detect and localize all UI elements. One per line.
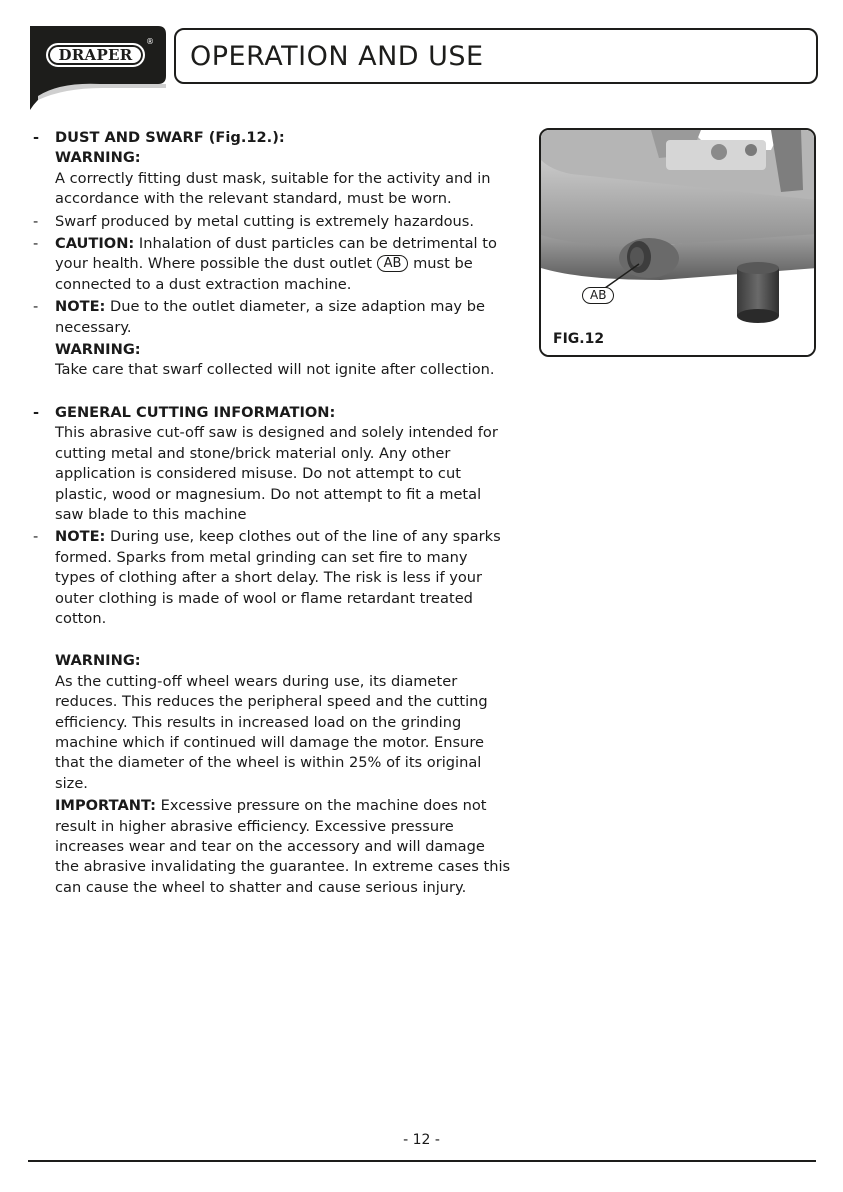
note-outlet-item bbox=[33, 297, 511, 338]
important-text: Excessive pressure on the machine does not result in higher abrasive efficiency. Excessive pressure increases wear and tear on the accessory and will damage the abrasive invalidating the guarantee. In extreme cases this can cause the wheel to shatter and cause serious injury. bbox=[55, 797, 511, 896]
page-title: OPERATION AND USE bbox=[190, 41, 484, 72]
note-text: Due to the outlet diameter, a size adaption may be necessary. bbox=[55, 298, 485, 336]
machine-base-photo bbox=[541, 130, 816, 357]
note-sparks-text: During use, keep clothes out of the line of any sparks formed. Sparks from metal grinding can set fire to many types of clothing after a short delay. The risk is less if your outer clothing is made of wool or flame retardant treated cotton. bbox=[55, 528, 501, 627]
important-label: IMPORTANT: bbox=[55, 797, 156, 815]
figure-callout-ab: AB bbox=[582, 287, 614, 304]
cutting-info-item bbox=[33, 403, 511, 525]
swarf-warning-label: WARNING: bbox=[55, 341, 141, 359]
figure-caption: FIG.12 bbox=[553, 331, 605, 347]
bullet-dash: - bbox=[33, 528, 39, 546]
dust-swarf-heading: DUST AND SWARF (Fig.12.): bbox=[55, 129, 285, 146]
dust-warning-text: A correctly fitting dust mask, suitable for the activity and in accordance with the relevant standard, must be worn. bbox=[55, 169, 491, 208]
swarf-warning-block bbox=[33, 340, 511, 381]
bullet-dash: - bbox=[33, 403, 40, 421]
figure-12 bbox=[539, 128, 816, 357]
swarf-hazard-item bbox=[33, 212, 511, 232]
bullet-dash: - bbox=[33, 235, 39, 253]
swarf-hazard-text: Swarf produced by metal cutting is extremely hazardous. bbox=[55, 212, 475, 230]
cutting-info-heading: GENERAL CUTTING INFORMATION: bbox=[55, 403, 336, 421]
dust-outlet-callout: AB bbox=[377, 255, 409, 272]
wheel-warning-text: As the cutting-off wheel wears during use, its diameter reduces. This reduces the peripheral speed and the cutting efficiency. This results in increased load on the grinding machine which if continued will damage the motor. Ensure that the diameter of the wheel is within 25% of its original size. bbox=[55, 672, 488, 792]
cutting-info-text: This abrasive cut-off saw is designed and solely intended for cutting metal and stone/brick material only. Any other application is considered misuse. Do not attempt to cut plastic, wood or magnesium. Do not attempt to fit a metal saw blade to this machine bbox=[55, 424, 498, 523]
wheel-warning-label: WARNING: bbox=[55, 652, 141, 670]
bullet-dash: - bbox=[33, 298, 39, 316]
draper-logo: DRAPER bbox=[46, 43, 145, 67]
footer-divider bbox=[28, 1160, 816, 1162]
bullet-dash: - bbox=[33, 129, 40, 146]
page-number: - 12 - bbox=[403, 1132, 440, 1148]
important-block bbox=[33, 796, 511, 898]
dust-swarf-item bbox=[33, 128, 511, 210]
page-title-box bbox=[174, 28, 818, 84]
wheel-warning-block bbox=[33, 651, 511, 794]
note-label: NOTE: bbox=[55, 298, 106, 316]
bullet-dash: - bbox=[33, 212, 39, 230]
caution-text: Inhalation of dust particles can be detrimental to your health. Where possible the dust outlet bbox=[55, 235, 497, 273]
registered-mark: ® bbox=[146, 37, 154, 46]
caution-text-end: must be connected to a dust extraction machine. bbox=[55, 255, 473, 293]
caution-label: CAUTION: bbox=[55, 235, 135, 253]
note-sparks-item bbox=[33, 527, 511, 629]
note-sparks-label: NOTE: bbox=[55, 528, 106, 546]
dust-warning-label: WARNING: bbox=[55, 149, 141, 167]
caution-item bbox=[33, 234, 511, 295]
swarf-warning-text: Take care that swarf collected will not ignite after collection. bbox=[55, 361, 495, 379]
instructions-column bbox=[33, 128, 511, 898]
